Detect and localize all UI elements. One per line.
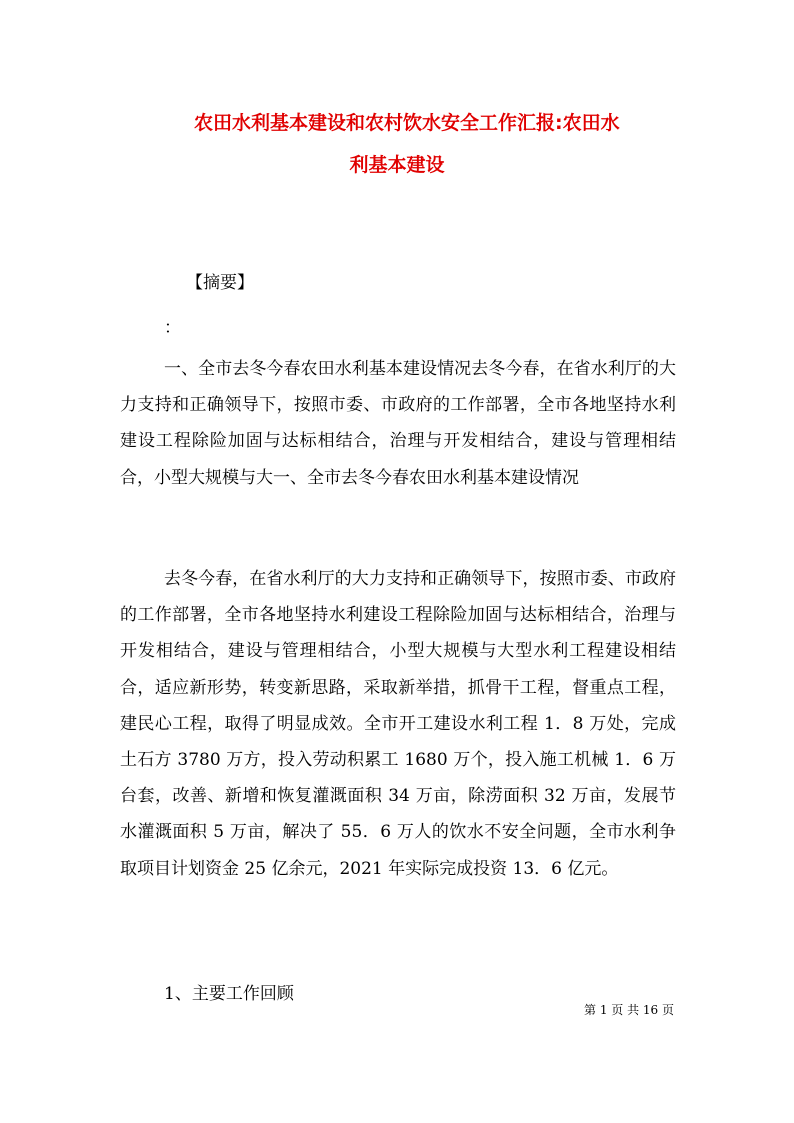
abstract-label: 【摘要】 xyxy=(186,273,254,293)
document-title xyxy=(120,102,674,186)
section-heading: 1、主要工作回顾 xyxy=(164,984,294,1004)
title-line-1: 农田水利基本建设和农村饮水安全工作汇报:农田水 xyxy=(194,112,620,134)
page-footer: 第 1 页 共 16 页 xyxy=(584,1003,674,1017)
paragraph-2: 去冬今春，在省水利厅的大力支持和正确领导下，按照市委、市政府的工作部署，全市各地坚持水利建设工程除险加固与达标相结合，治理与开发相结合，建设与管理相结合，小型大规模与大型水利工程建设相结合，适应新形势，转变新思路，采取新举措，抓骨干工程，督重点工程，建民心工程，取得了明显成效。全市开工建设水利工程 1．8 万处，完成土石方 3780 万方，投入劳动积累工 1680 万个，投入施工机械 1．6 万台套，改善、新增和恢复灌溉面积 34 万亩，除涝面积 32 万亩，发展节水灌溉面积 5 万亩，解决了 55．6 万人的饮水不安全问题，全市水利争取项目计划资金 25 亿余元，2021 年实际完成投资 13．6 亿元。 xyxy=(120,569,676,879)
paragraph-1: 一、全市去冬今春农田水利基本建设情况去冬今春，在省水利厅的大力支持和正确领导下，按照市委、市政府的工作部署，全市各地坚持水利建设工程除险加固与达标相结合，治理与开发相结合，建设与管理相结合，小型大规模与大一、全市去冬今春农田水利基本建设情况 xyxy=(120,359,676,488)
title-line-2: 利基本建设 xyxy=(349,154,445,176)
abstract-colon: ： xyxy=(164,318,181,338)
